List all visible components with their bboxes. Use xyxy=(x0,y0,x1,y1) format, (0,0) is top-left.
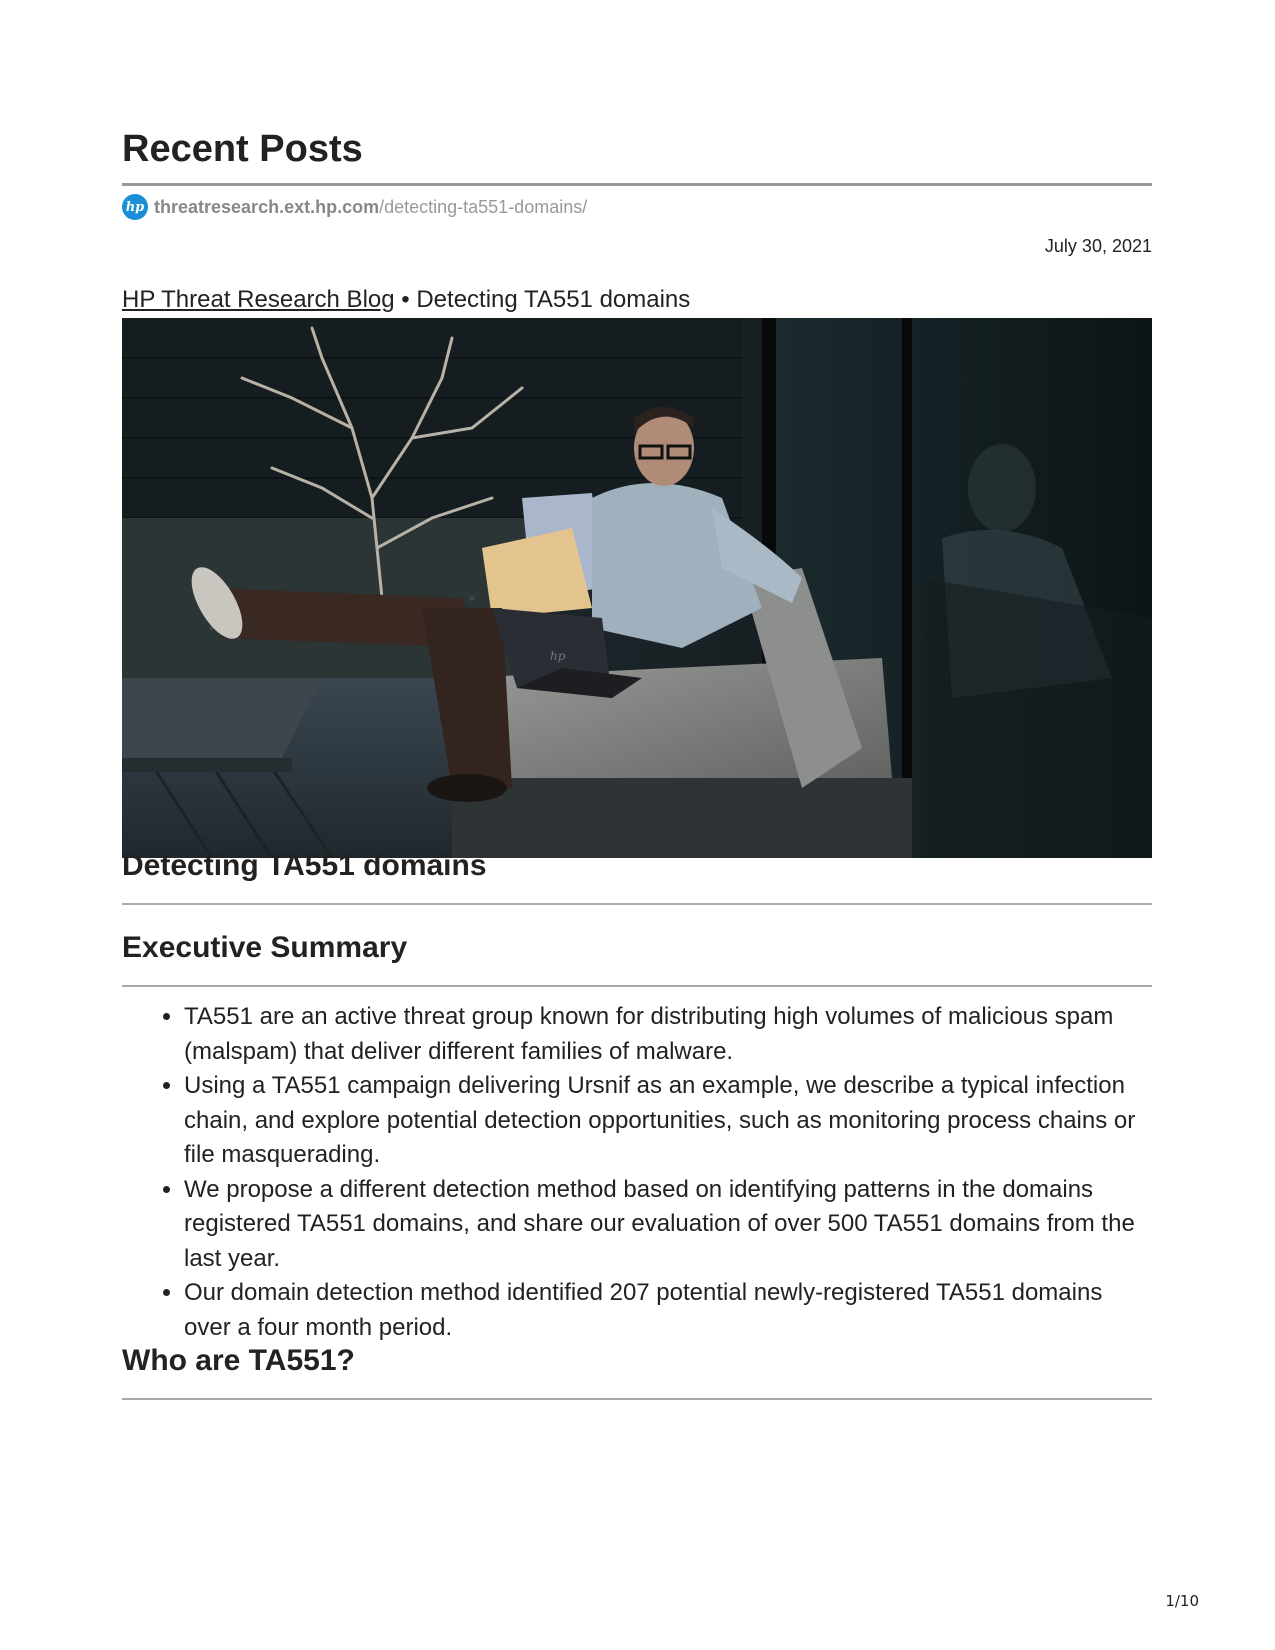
source-url[interactable] xyxy=(122,194,587,220)
section-heading-who-are-ta551: Who are TA551? xyxy=(122,1344,355,1377)
breadcrumb-blog-link[interactable]: HP Threat Research Blog xyxy=(122,286,395,313)
breadcrumb xyxy=(122,285,690,315)
laptop-logo: hp xyxy=(550,649,566,663)
breadcrumb-current: Detecting TA551 domains xyxy=(416,286,691,313)
hp-logo-icon: hp xyxy=(122,194,148,220)
section-divider xyxy=(122,1398,1152,1400)
list-item: • TA551 are an active threat group known for distributing high volumes of malicious spam (malspam) that deliver different families of malware. xyxy=(184,1000,1152,1069)
publish-date: July 30, 2021 xyxy=(1044,236,1152,256)
list-item: • We propose a different detection method based on identifying patterns in the domains registered TA551 domains, and share our evaluation of over 500 TA551 domains from the last year. xyxy=(184,1173,1152,1277)
section-heading-executive-summary: Executive Summary xyxy=(122,931,408,964)
executive-summary-list xyxy=(122,1000,1152,1345)
list-item: • Our domain detection method identified 207 potential newly-registered TA551 domains over a four month period. xyxy=(184,1276,1152,1345)
source-domain: threatresearch.ext.hp.com xyxy=(154,196,380,217)
page-title: Recent Posts xyxy=(122,128,363,170)
breadcrumb-separator: • xyxy=(394,286,417,313)
source-path: /detecting-ta551-domains/ xyxy=(379,196,588,217)
page-number: 1/10 xyxy=(1165,1592,1199,1610)
hero-image xyxy=(122,318,1152,858)
list-item: • Using a TA551 campaign delivering Ursnif as an example, we describe a typical infection chain, and explore potential detection opportunities, such as monitoring process chains or file masquerading. xyxy=(184,1069,1152,1173)
article-title-divider xyxy=(122,903,1152,905)
article-title: Detecting TA551 domains xyxy=(122,849,487,882)
title-divider xyxy=(122,183,1152,186)
section-divider xyxy=(122,985,1152,987)
